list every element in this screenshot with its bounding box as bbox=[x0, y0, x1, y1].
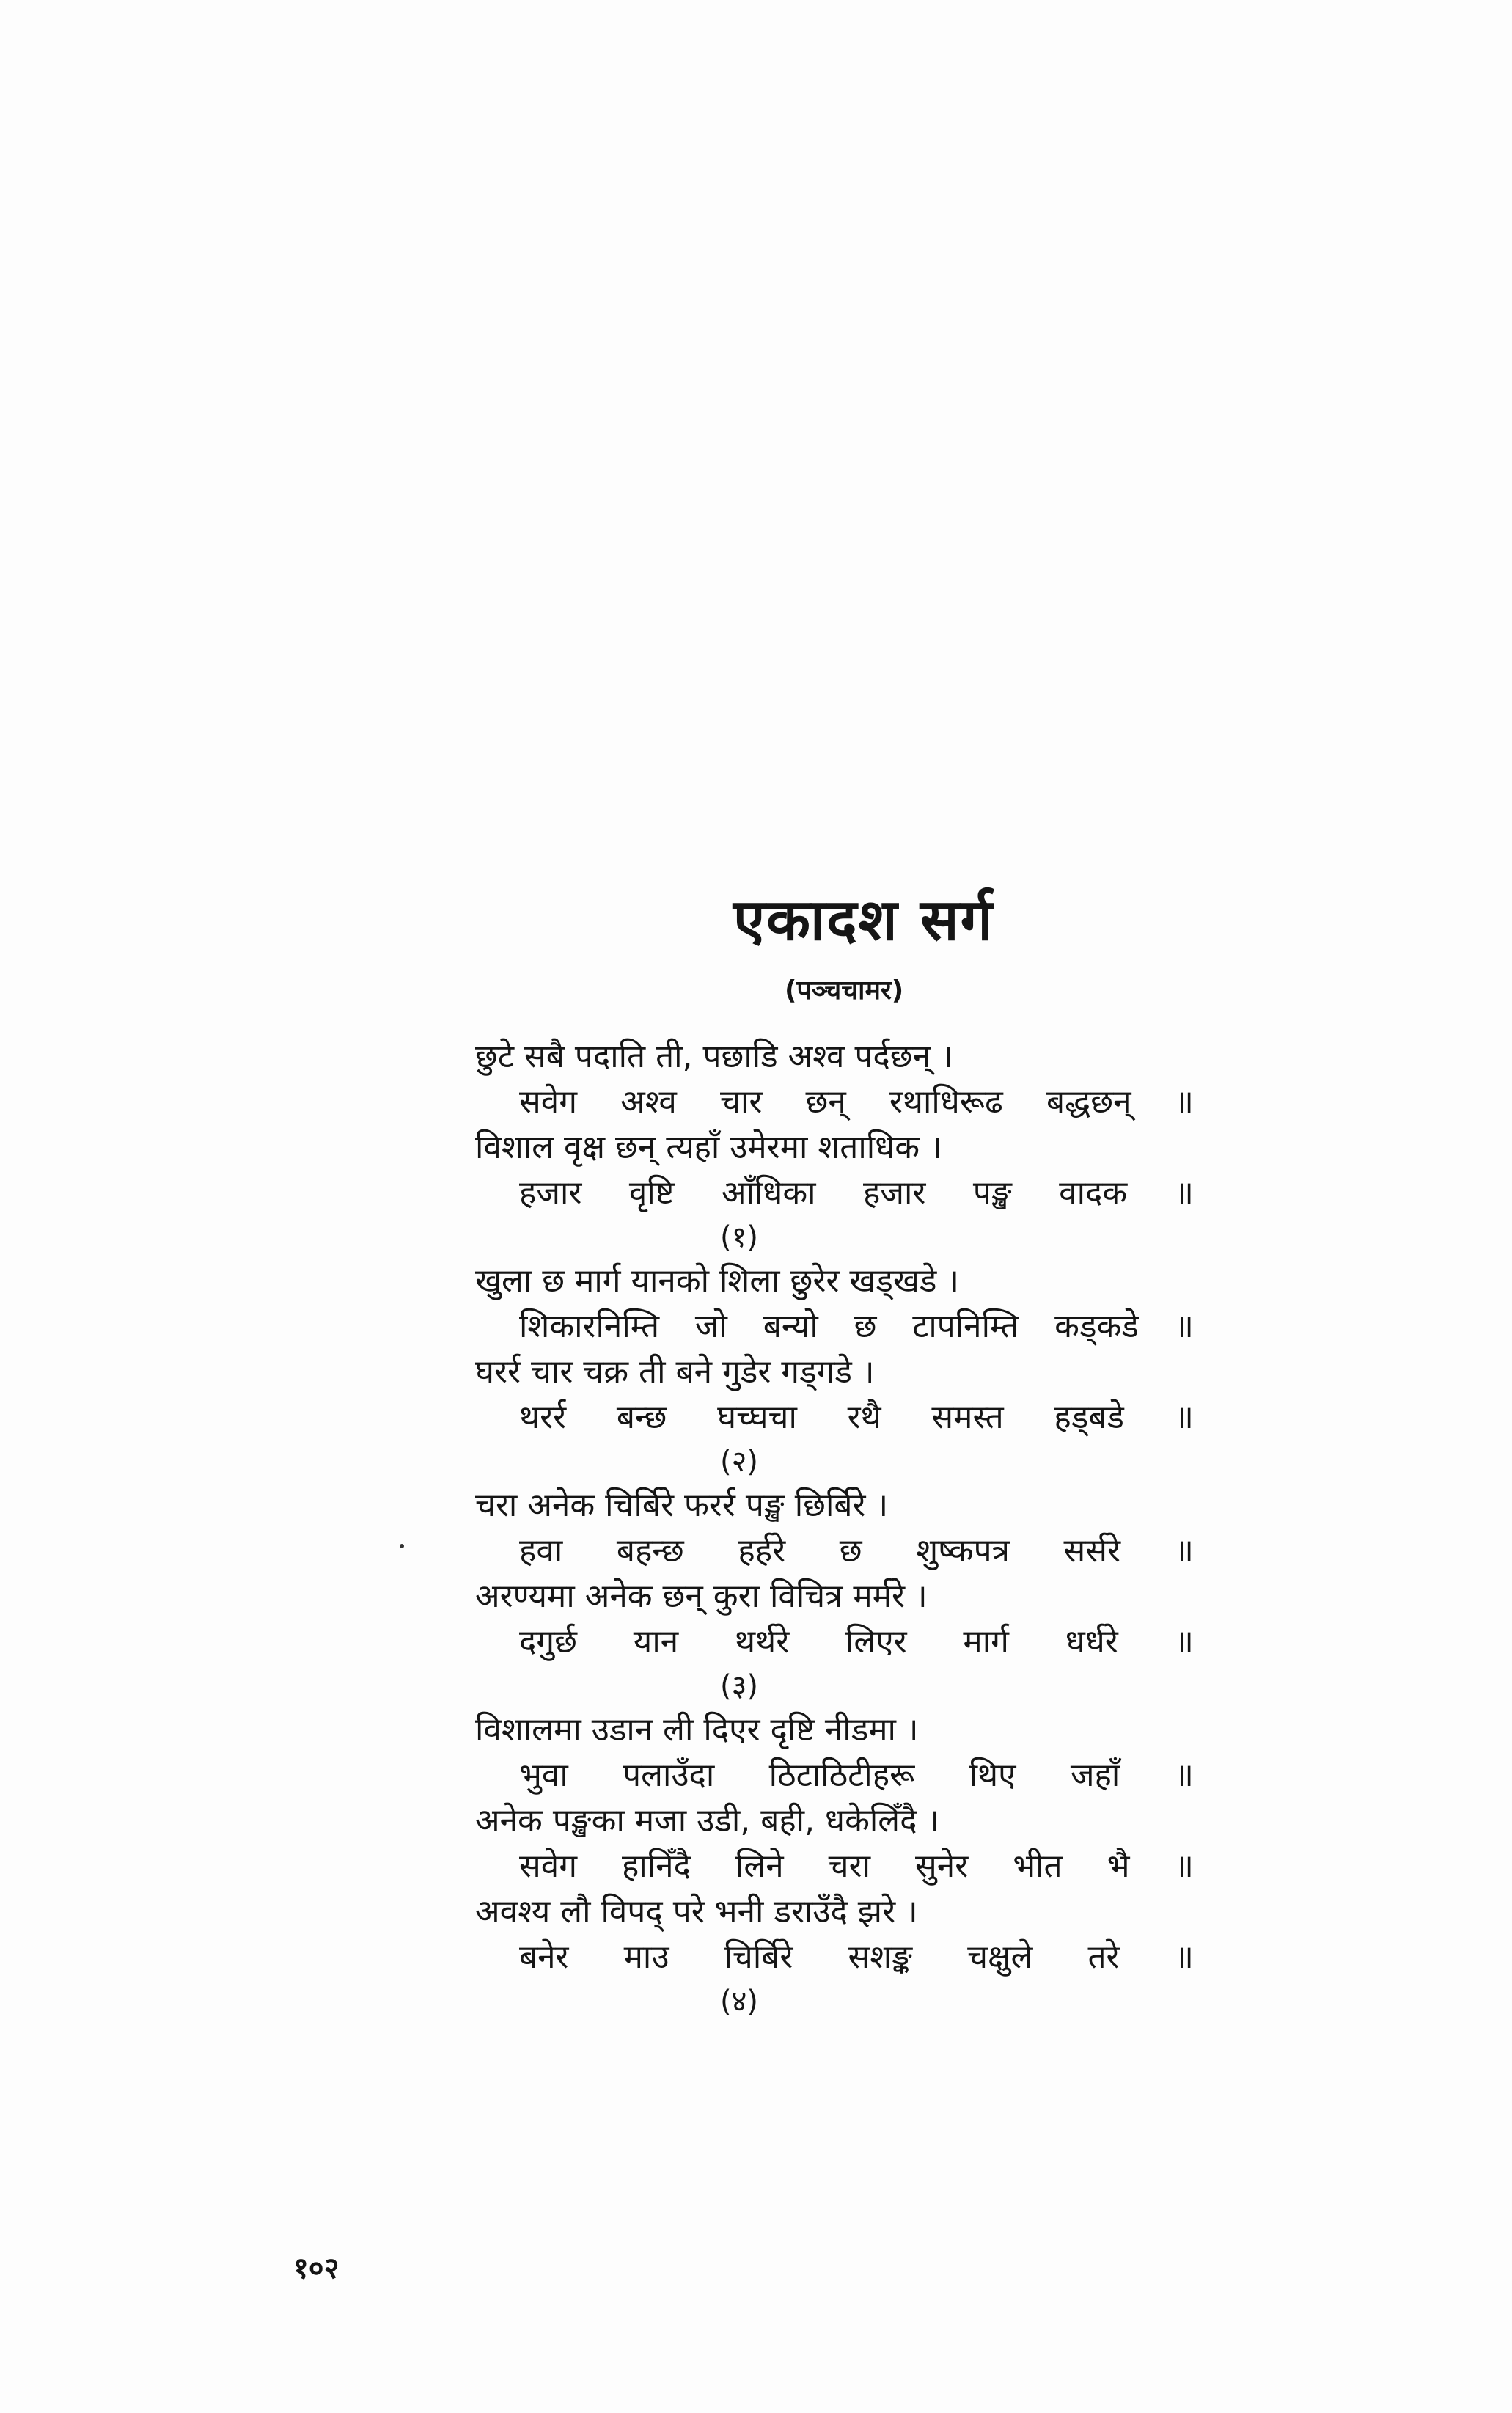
stanza-number: (४) bbox=[719, 1985, 758, 2018]
verse-line: शिकारनिम्ति जो बन्यो छ टापनिम्ति कड्कडे ॥ bbox=[519, 1308, 1194, 1345]
meter-subtitle: (पञ्चचामर) bbox=[785, 975, 904, 1006]
verse-line: चरा अनेक चिर्बिरे फरर्र पङ्ख छिर्बिरे । bbox=[475, 1487, 889, 1524]
verse-line: अरण्यमा अनेक छन् कुरा विचित्र मर्मरे । bbox=[475, 1578, 928, 1615]
stanza-number: (२) bbox=[719, 1445, 758, 1479]
poem-body bbox=[475, 1034, 1194, 2023]
verse-line: बनेर माउ चिर्बिरे सशङ्क चक्षुले तरे ॥ bbox=[519, 1938, 1194, 1976]
verse-line: विशाल वृक्ष छन् त्यहाँ उमेरमा शताधिक । bbox=[475, 1129, 942, 1166]
verse-line: सवेग हानिँदै लिने चरा सुनेर भीत भै ॥ bbox=[519, 1848, 1194, 1885]
chapter-title: एकादश सर्ग bbox=[733, 887, 994, 953]
verse-line: हजार वृष्टि आँधिका हजार पङ्ख वादक ॥ bbox=[519, 1174, 1194, 1212]
stanza-number: (१) bbox=[719, 1220, 758, 1254]
stanza-number: (३) bbox=[719, 1669, 758, 1703]
verse-line: थरर्र बन्छ घच्घचा रथै समस्त हड्बडे ॥ bbox=[519, 1399, 1194, 1436]
verse-line: घरर्र चार चक्र ती बने गुडेर गड्गडे । bbox=[475, 1353, 875, 1391]
verse-line: विशालमा उडान ली दिएर दृष्टि नीडमा । bbox=[475, 1711, 919, 1749]
print-speck bbox=[400, 1544, 404, 1548]
verse-line: भुवा पलाउँदा ठिटाठिटीहरू थिए जहाँ ॥ bbox=[519, 1757, 1194, 1794]
page-number: १०२ bbox=[293, 2252, 340, 2285]
verse-line: अवश्य लौ विपद् परे भनी डराउँदै झरे । bbox=[475, 1893, 918, 1930]
verse-line: सवेग अश्व चार छन् रथाधिरूढ बद्धछन् ॥ bbox=[519, 1083, 1194, 1121]
verse-line: अनेक पङ्खका मजा उडी, बही, धकेलिँदै । bbox=[475, 1802, 940, 1839]
verse-line: छुटे सबै पदाति ती, पछाडि अश्व पर्दछन् । bbox=[475, 1038, 953, 1075]
verse-line: हवा बहन्छ हर्हरे छ शुष्कपत्र सर्सरे ॥ bbox=[519, 1532, 1194, 1570]
verse-line: दगुर्छ यान थर्थरे लिएर मार्ग धर्धरे ॥ bbox=[519, 1623, 1194, 1660]
verse-line: खुला छ मार्ग यानको शिला छुरेर खड्खडे । bbox=[475, 1262, 960, 1300]
